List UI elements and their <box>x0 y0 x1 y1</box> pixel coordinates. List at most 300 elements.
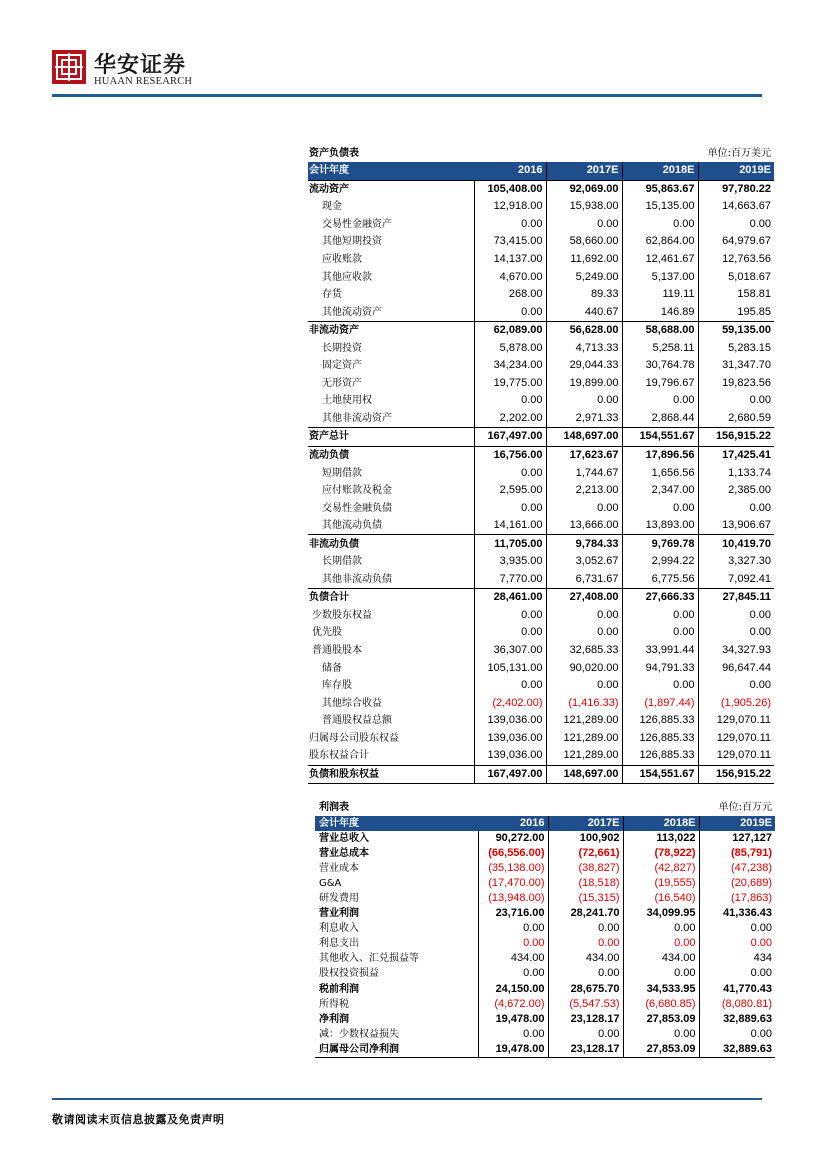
cell-value: (8,080.81) <box>699 997 775 1012</box>
row-label: 营业总收入 <box>319 833 369 845</box>
cell-value: 24,150.00 <box>478 982 548 997</box>
row-label: 非流动负债 <box>308 535 474 553</box>
cell-value: 0.00 <box>548 1027 623 1042</box>
cell-value: 2,213.00 <box>546 482 622 500</box>
cell-value: 89.33 <box>546 286 622 304</box>
table-row <box>308 730 774 748</box>
column-header-label: 会计年度 <box>308 162 474 180</box>
cell-value: 17,425.41 <box>698 446 774 464</box>
table-row <box>308 251 774 269</box>
cell-value: 56,628.00 <box>546 321 622 339</box>
cell-value: 11,705.00 <box>474 535 546 553</box>
cell-value: 58,660.00 <box>546 233 622 251</box>
disclaimer-note: 敬请阅读末页信息披露及免责声明 <box>52 1113 225 1126</box>
cell-value: 41,336.43 <box>699 906 775 921</box>
cell-value: 148,697.00 <box>546 765 622 784</box>
cell-value: (6,680.85) <box>623 997 699 1012</box>
column-header-year: 2019E <box>698 162 774 180</box>
brand-seal-icon <box>52 50 86 84</box>
cell-value: 6,775.56 <box>622 571 698 589</box>
cell-value: 0.00 <box>698 499 774 517</box>
row-label: 利息支出 <box>319 938 359 950</box>
cell-value: (17,863) <box>699 891 775 906</box>
row-label: 股权投资损益 <box>319 968 379 980</box>
cell-value: 32,685.33 <box>546 642 622 660</box>
cell-value: (85,791) <box>699 846 775 861</box>
cell-value: 121,289.00 <box>546 730 622 748</box>
cell-value: 14,137.00 <box>474 251 546 269</box>
table-row <box>308 607 774 625</box>
cell-value: 148,697.00 <box>546 428 622 447</box>
table-row <box>308 339 774 357</box>
cell-value: 92,069.00 <box>546 180 622 198</box>
cell-value: (16,540) <box>623 891 699 906</box>
cell-value: 0.00 <box>546 499 622 517</box>
row-label: 其他综合收益 <box>322 697 382 709</box>
cell-value: 2,680.59 <box>698 410 774 428</box>
cell-value: 23,128.17 <box>548 1012 623 1027</box>
cell-value: 96,647.44 <box>698 659 774 677</box>
row-label: 股东权益合计 <box>309 750 369 762</box>
table-row <box>308 286 774 304</box>
table-row <box>308 303 774 321</box>
table-row <box>315 906 775 921</box>
column-header-year: 2017E <box>546 162 622 180</box>
table-row <box>308 712 774 730</box>
table-row <box>315 891 775 906</box>
row-label: 其他流动资产 <box>322 306 382 318</box>
row-label: 存货 <box>322 289 342 301</box>
cell-value: 4,670.00 <box>474 268 546 286</box>
cell-value: 32,889.63 <box>699 1012 775 1027</box>
cell-value: 1,133.74 <box>698 464 774 482</box>
table-row <box>308 517 774 535</box>
cell-value: 15,938.00 <box>546 198 622 216</box>
cell-value: 2,868.44 <box>622 410 698 428</box>
cell-value: 119.11 <box>622 286 698 304</box>
cell-value: (4,672.00) <box>478 997 548 1012</box>
table-row <box>308 677 774 695</box>
row-label: 流动资产 <box>308 180 474 198</box>
cell-value: 167,497.00 <box>474 765 546 784</box>
cell-value: 3,935.00 <box>474 553 546 571</box>
table-caption-row <box>315 800 775 816</box>
table-row <box>308 642 774 660</box>
row-label: 营业利润 <box>319 908 359 920</box>
column-header-year: 2016 <box>474 162 546 180</box>
table-row <box>308 233 774 251</box>
table-row <box>308 464 774 482</box>
cell-value: 59,135.00 <box>698 321 774 339</box>
cell-value: (1,416.33) <box>546 694 622 712</box>
cell-value: 0.00 <box>546 216 622 234</box>
cell-value: 0.00 <box>623 921 699 936</box>
cell-value: 5,249.00 <box>546 268 622 286</box>
cell-value: 154,551.67 <box>622 765 698 784</box>
cell-value: 13,906.67 <box>698 517 774 535</box>
cell-value: 34,234.00 <box>474 357 546 375</box>
table-row <box>315 951 775 966</box>
cell-value: 113,022 <box>623 831 699 846</box>
column-header-label: 会计年度 <box>315 816 478 831</box>
cell-value: 0.00 <box>546 677 622 695</box>
cell-value: 17,623.67 <box>546 446 622 464</box>
cell-value: 62,864.00 <box>622 233 698 251</box>
table-header-row <box>315 816 775 831</box>
cell-value: 7,770.00 <box>474 571 546 589</box>
table-row <box>308 553 774 571</box>
table-row <box>308 589 774 607</box>
header-divider <box>52 94 762 97</box>
column-header-year: 2019E <box>699 816 775 831</box>
row-label: 营业总成本 <box>319 848 369 860</box>
column-header-year: 2017E <box>548 816 623 831</box>
cell-value: 6,731.67 <box>546 571 622 589</box>
row-label: 现金 <box>322 201 342 213</box>
cell-value: 27,853.09 <box>623 1042 699 1058</box>
cell-value: 268.00 <box>474 286 546 304</box>
cell-value: 97,780.22 <box>698 180 774 198</box>
cell-value: 434.00 <box>623 951 699 966</box>
cell-value: 13,666.00 <box>546 517 622 535</box>
cell-value: 34,533.95 <box>623 982 699 997</box>
row-label: 营业成本 <box>319 863 359 875</box>
row-label: 其他应收款 <box>322 271 372 283</box>
brand-name-en: HUAAN RESEARCH <box>94 76 193 87</box>
table-row <box>308 428 774 447</box>
cell-value: (15,315) <box>548 891 623 906</box>
cell-value: 0.00 <box>474 499 546 517</box>
cell-value: 126,885.33 <box>622 712 698 730</box>
cell-value: 0.00 <box>622 607 698 625</box>
cell-value: 12,763.56 <box>698 251 774 269</box>
cell-value: 1,744.67 <box>546 464 622 482</box>
row-label: 研发费用 <box>319 893 359 905</box>
table-row <box>315 861 775 876</box>
cell-value: 0.00 <box>478 936 548 951</box>
cell-value: 19,899.00 <box>546 375 622 393</box>
table-row <box>308 765 774 784</box>
table-title: 资产负债表 <box>309 148 359 159</box>
unit-label: 单位:百万元 <box>718 802 772 813</box>
cell-value: 27,853.09 <box>623 1012 699 1027</box>
cell-value: 100,902 <box>548 831 623 846</box>
row-label: 流动负债 <box>308 446 474 464</box>
cell-value: 129,070.11 <box>698 730 774 748</box>
cell-value: 0.00 <box>698 607 774 625</box>
cell-value: 5,258.11 <box>622 339 698 357</box>
cell-value: (18,518) <box>548 876 623 891</box>
table-row <box>308 216 774 234</box>
row-label: 优先股 <box>312 627 342 639</box>
cell-value: 41,770.43 <box>699 982 775 997</box>
cell-value: (5,547.53) <box>548 997 623 1012</box>
cell-value: 0.00 <box>474 607 546 625</box>
table-row <box>308 747 774 765</box>
cell-value: 16,756.00 <box>474 446 546 464</box>
income-statement-table <box>315 800 775 1058</box>
cell-value: 105,408.00 <box>474 180 546 198</box>
cell-value: 27,408.00 <box>546 589 622 607</box>
cell-value: 0.00 <box>699 936 775 951</box>
row-label: 少数股东权益 <box>312 609 372 621</box>
footer-divider <box>52 1098 762 1100</box>
cell-value: 94,791.33 <box>622 659 698 677</box>
cell-value: 0.00 <box>474 392 546 410</box>
cell-value: (35,138.00) <box>478 861 548 876</box>
cell-value: 28,675.70 <box>548 982 623 997</box>
cell-value: 19,478.00 <box>478 1042 548 1058</box>
table-row <box>308 392 774 410</box>
cell-value: 27,845.11 <box>698 589 774 607</box>
cell-value: 0.00 <box>698 677 774 695</box>
row-label: 长期投资 <box>322 342 362 354</box>
table-caption-row <box>308 146 774 162</box>
cell-value: 0.00 <box>698 216 774 234</box>
cell-value: 2,385.00 <box>698 482 774 500</box>
cell-value: 121,289.00 <box>546 747 622 765</box>
row-label: 利息收入 <box>319 923 359 935</box>
table-row <box>308 694 774 712</box>
table-row <box>315 876 775 891</box>
table-header-row <box>308 162 774 180</box>
cell-value: 31,347.70 <box>698 357 774 375</box>
cell-value: 0.00 <box>474 216 546 234</box>
cell-value: (1,897.44) <box>622 694 698 712</box>
table-row <box>308 198 774 216</box>
cell-value: (47,238) <box>699 861 775 876</box>
row-label: 所得税 <box>319 998 349 1010</box>
table-row <box>315 921 775 936</box>
cell-value: 0.00 <box>546 607 622 625</box>
row-label: 其他短期投资 <box>322 236 382 248</box>
table-row <box>308 321 774 339</box>
row-label: 普通股股本 <box>312 645 362 657</box>
table-row <box>315 831 775 846</box>
table-row <box>308 482 774 500</box>
table-row <box>315 997 775 1012</box>
cell-value: 129,070.11 <box>698 747 774 765</box>
table-row <box>315 846 775 861</box>
row-label: 其他非流动负债 <box>322 573 392 585</box>
cell-value: 0.00 <box>698 392 774 410</box>
table-row <box>308 180 774 198</box>
cell-value: 12,918.00 <box>474 198 546 216</box>
cell-value: 105,131.00 <box>474 659 546 677</box>
cell-value: 195.85 <box>698 303 774 321</box>
cell-value: 62,089.00 <box>474 321 546 339</box>
cell-value: 434.00 <box>478 951 548 966</box>
cell-value: 0.00 <box>623 1027 699 1042</box>
cell-value: (20,689) <box>699 876 775 891</box>
cell-value: 2,595.00 <box>474 482 546 500</box>
cell-value: 154,551.67 <box>622 428 698 447</box>
table-row <box>315 1027 775 1042</box>
column-header-year: 2016 <box>478 816 548 831</box>
cell-value: 139,036.00 <box>474 730 546 748</box>
balance-sheet-table <box>308 146 774 784</box>
cell-value: 139,036.00 <box>474 747 546 765</box>
table-row <box>308 357 774 375</box>
cell-value: (38,827) <box>548 861 623 876</box>
cell-value: (2,402.00) <box>474 694 546 712</box>
cell-value: 29,044.33 <box>546 357 622 375</box>
cell-value: 0.00 <box>622 216 698 234</box>
table-row <box>308 268 774 286</box>
table-row <box>315 966 775 981</box>
cell-value: 2,994.22 <box>622 553 698 571</box>
cell-value: 434.00 <box>548 951 623 966</box>
cell-value: 121,289.00 <box>546 712 622 730</box>
cell-value: 0.00 <box>474 303 546 321</box>
cell-value: 23,716.00 <box>478 906 548 921</box>
cell-value: 0.00 <box>699 966 775 981</box>
cell-value: 440.67 <box>546 303 622 321</box>
unit-label: 单位:百万美元 <box>707 148 771 159</box>
cell-value: 73,415.00 <box>474 233 546 251</box>
cell-value: 0.00 <box>623 966 699 981</box>
cell-value: 5,018.67 <box>698 268 774 286</box>
cell-value: 0.00 <box>622 392 698 410</box>
cell-value: 90,020.00 <box>546 659 622 677</box>
column-header-year: 2018E <box>623 816 699 831</box>
cell-value: (19,555) <box>623 876 699 891</box>
row-label: 短期借款 <box>322 467 362 479</box>
table-row <box>308 571 774 589</box>
cell-value: (72,661) <box>548 846 623 861</box>
cell-value: 3,327.30 <box>698 553 774 571</box>
cell-value: 126,885.33 <box>622 730 698 748</box>
cell-value: 12,461.67 <box>622 251 698 269</box>
row-label: 交易性金融资产 <box>322 218 392 230</box>
cell-value: 14,161.00 <box>474 517 546 535</box>
cell-value: 9,769.78 <box>622 535 698 553</box>
cell-value: 434 <box>699 951 775 966</box>
cell-value: 5,283.15 <box>698 339 774 357</box>
cell-value: 34,099.95 <box>623 906 699 921</box>
cell-value: 127,127 <box>699 831 775 846</box>
row-label: 负债和股东权益 <box>308 765 474 784</box>
cell-value: 64,979.67 <box>698 233 774 251</box>
cell-value: 0.00 <box>622 624 698 642</box>
cell-value: (42,827) <box>623 861 699 876</box>
table-row <box>308 410 774 428</box>
cell-value: 167,497.00 <box>474 428 546 447</box>
cell-value: 95,863.67 <box>622 180 698 198</box>
row-label: 其他流动负债 <box>322 520 382 532</box>
row-label: 土地使用权 <box>322 395 372 407</box>
cell-value: 33,991.44 <box>622 642 698 660</box>
cell-value: 15,135.00 <box>622 198 698 216</box>
cell-value: 156,915.22 <box>698 765 774 784</box>
cell-value: 0.00 <box>548 966 623 981</box>
cell-value: 0.00 <box>548 921 623 936</box>
table-row <box>308 375 774 393</box>
cell-value: 158.81 <box>698 286 774 304</box>
cell-value: 14,663.67 <box>698 198 774 216</box>
row-label: 储备 <box>322 662 342 674</box>
cell-value: 34,327.93 <box>698 642 774 660</box>
row-label: 固定资产 <box>322 360 362 372</box>
row-label: 非流动资产 <box>308 321 474 339</box>
cell-value: 0.00 <box>474 677 546 695</box>
cell-value: 36,307.00 <box>474 642 546 660</box>
cell-value: 2,971.33 <box>546 410 622 428</box>
table-row <box>308 535 774 553</box>
cell-value: 28,241.70 <box>548 906 623 921</box>
table-row <box>308 499 774 517</box>
cell-value: 0.00 <box>478 921 548 936</box>
table-title: 利润表 <box>319 802 349 813</box>
cell-value: 0.00 <box>623 936 699 951</box>
row-label: G&A <box>319 878 342 890</box>
row-label: 其他收入、汇兑损益等 <box>319 953 419 965</box>
table-row <box>315 982 775 997</box>
cell-value: 19,796.67 <box>622 375 698 393</box>
row-label: 应收账款 <box>322 254 362 265</box>
cell-value: 0.00 <box>478 966 548 981</box>
cell-value: 7,092.41 <box>698 571 774 589</box>
cell-value: 0.00 <box>474 624 546 642</box>
row-label: 归属母公司净利润 <box>315 1042 478 1058</box>
row-label: 减：少数权益损失 <box>319 1028 399 1040</box>
row-label: 长期借款 <box>322 556 362 568</box>
row-label: 库存股 <box>322 680 352 692</box>
cell-value: 19,478.00 <box>478 1012 548 1027</box>
table-row <box>315 1012 775 1027</box>
cell-value: 30,764.78 <box>622 357 698 375</box>
cell-value: (1,905.26) <box>698 694 774 712</box>
cell-value: 156,915.22 <box>698 428 774 447</box>
cell-value: (78,922) <box>623 846 699 861</box>
cell-value: 19,775.00 <box>474 375 546 393</box>
row-label: 无形资产 <box>322 377 362 389</box>
cell-value: 146.89 <box>622 303 698 321</box>
row-label: 应付账款及税金 <box>322 485 392 497</box>
cell-value: 0.00 <box>478 1027 548 1042</box>
cell-value: (13,948.00) <box>478 891 548 906</box>
cell-value: 0.00 <box>699 1027 775 1042</box>
cell-value: 9,784.33 <box>546 535 622 553</box>
cell-value: 126,885.33 <box>622 747 698 765</box>
cell-value: 5,878.00 <box>474 339 546 357</box>
row-label: 净利润 <box>319 1013 349 1025</box>
cell-value: 0.00 <box>698 624 774 642</box>
cell-value: 0.00 <box>546 392 622 410</box>
cell-value: (17,470.00) <box>478 876 548 891</box>
cell-value: 2,202.00 <box>474 410 546 428</box>
cell-value: 0.00 <box>622 677 698 695</box>
cell-value: 17,896.56 <box>622 446 698 464</box>
cell-value: 1,656.56 <box>622 464 698 482</box>
cell-value: (66,556.00) <box>478 846 548 861</box>
row-label: 普通股权益总额 <box>322 715 392 727</box>
table-row <box>315 936 775 951</box>
cell-value: 3,052.67 <box>546 553 622 571</box>
cell-value: 129,070.11 <box>698 712 774 730</box>
column-header-year: 2018E <box>622 162 698 180</box>
cell-value: 11,692.00 <box>546 251 622 269</box>
row-label: 税前利润 <box>319 983 359 995</box>
cell-value: 4,713.33 <box>546 339 622 357</box>
cell-value: 5,137.00 <box>622 268 698 286</box>
cell-value: 0.00 <box>622 499 698 517</box>
cell-value: 23,128.17 <box>548 1042 623 1058</box>
row-label: 归属母公司股东权益 <box>309 732 399 744</box>
cell-value: 13,893.00 <box>622 517 698 535</box>
cell-value: 139,036.00 <box>474 712 546 730</box>
cell-value: 0.00 <box>699 921 775 936</box>
